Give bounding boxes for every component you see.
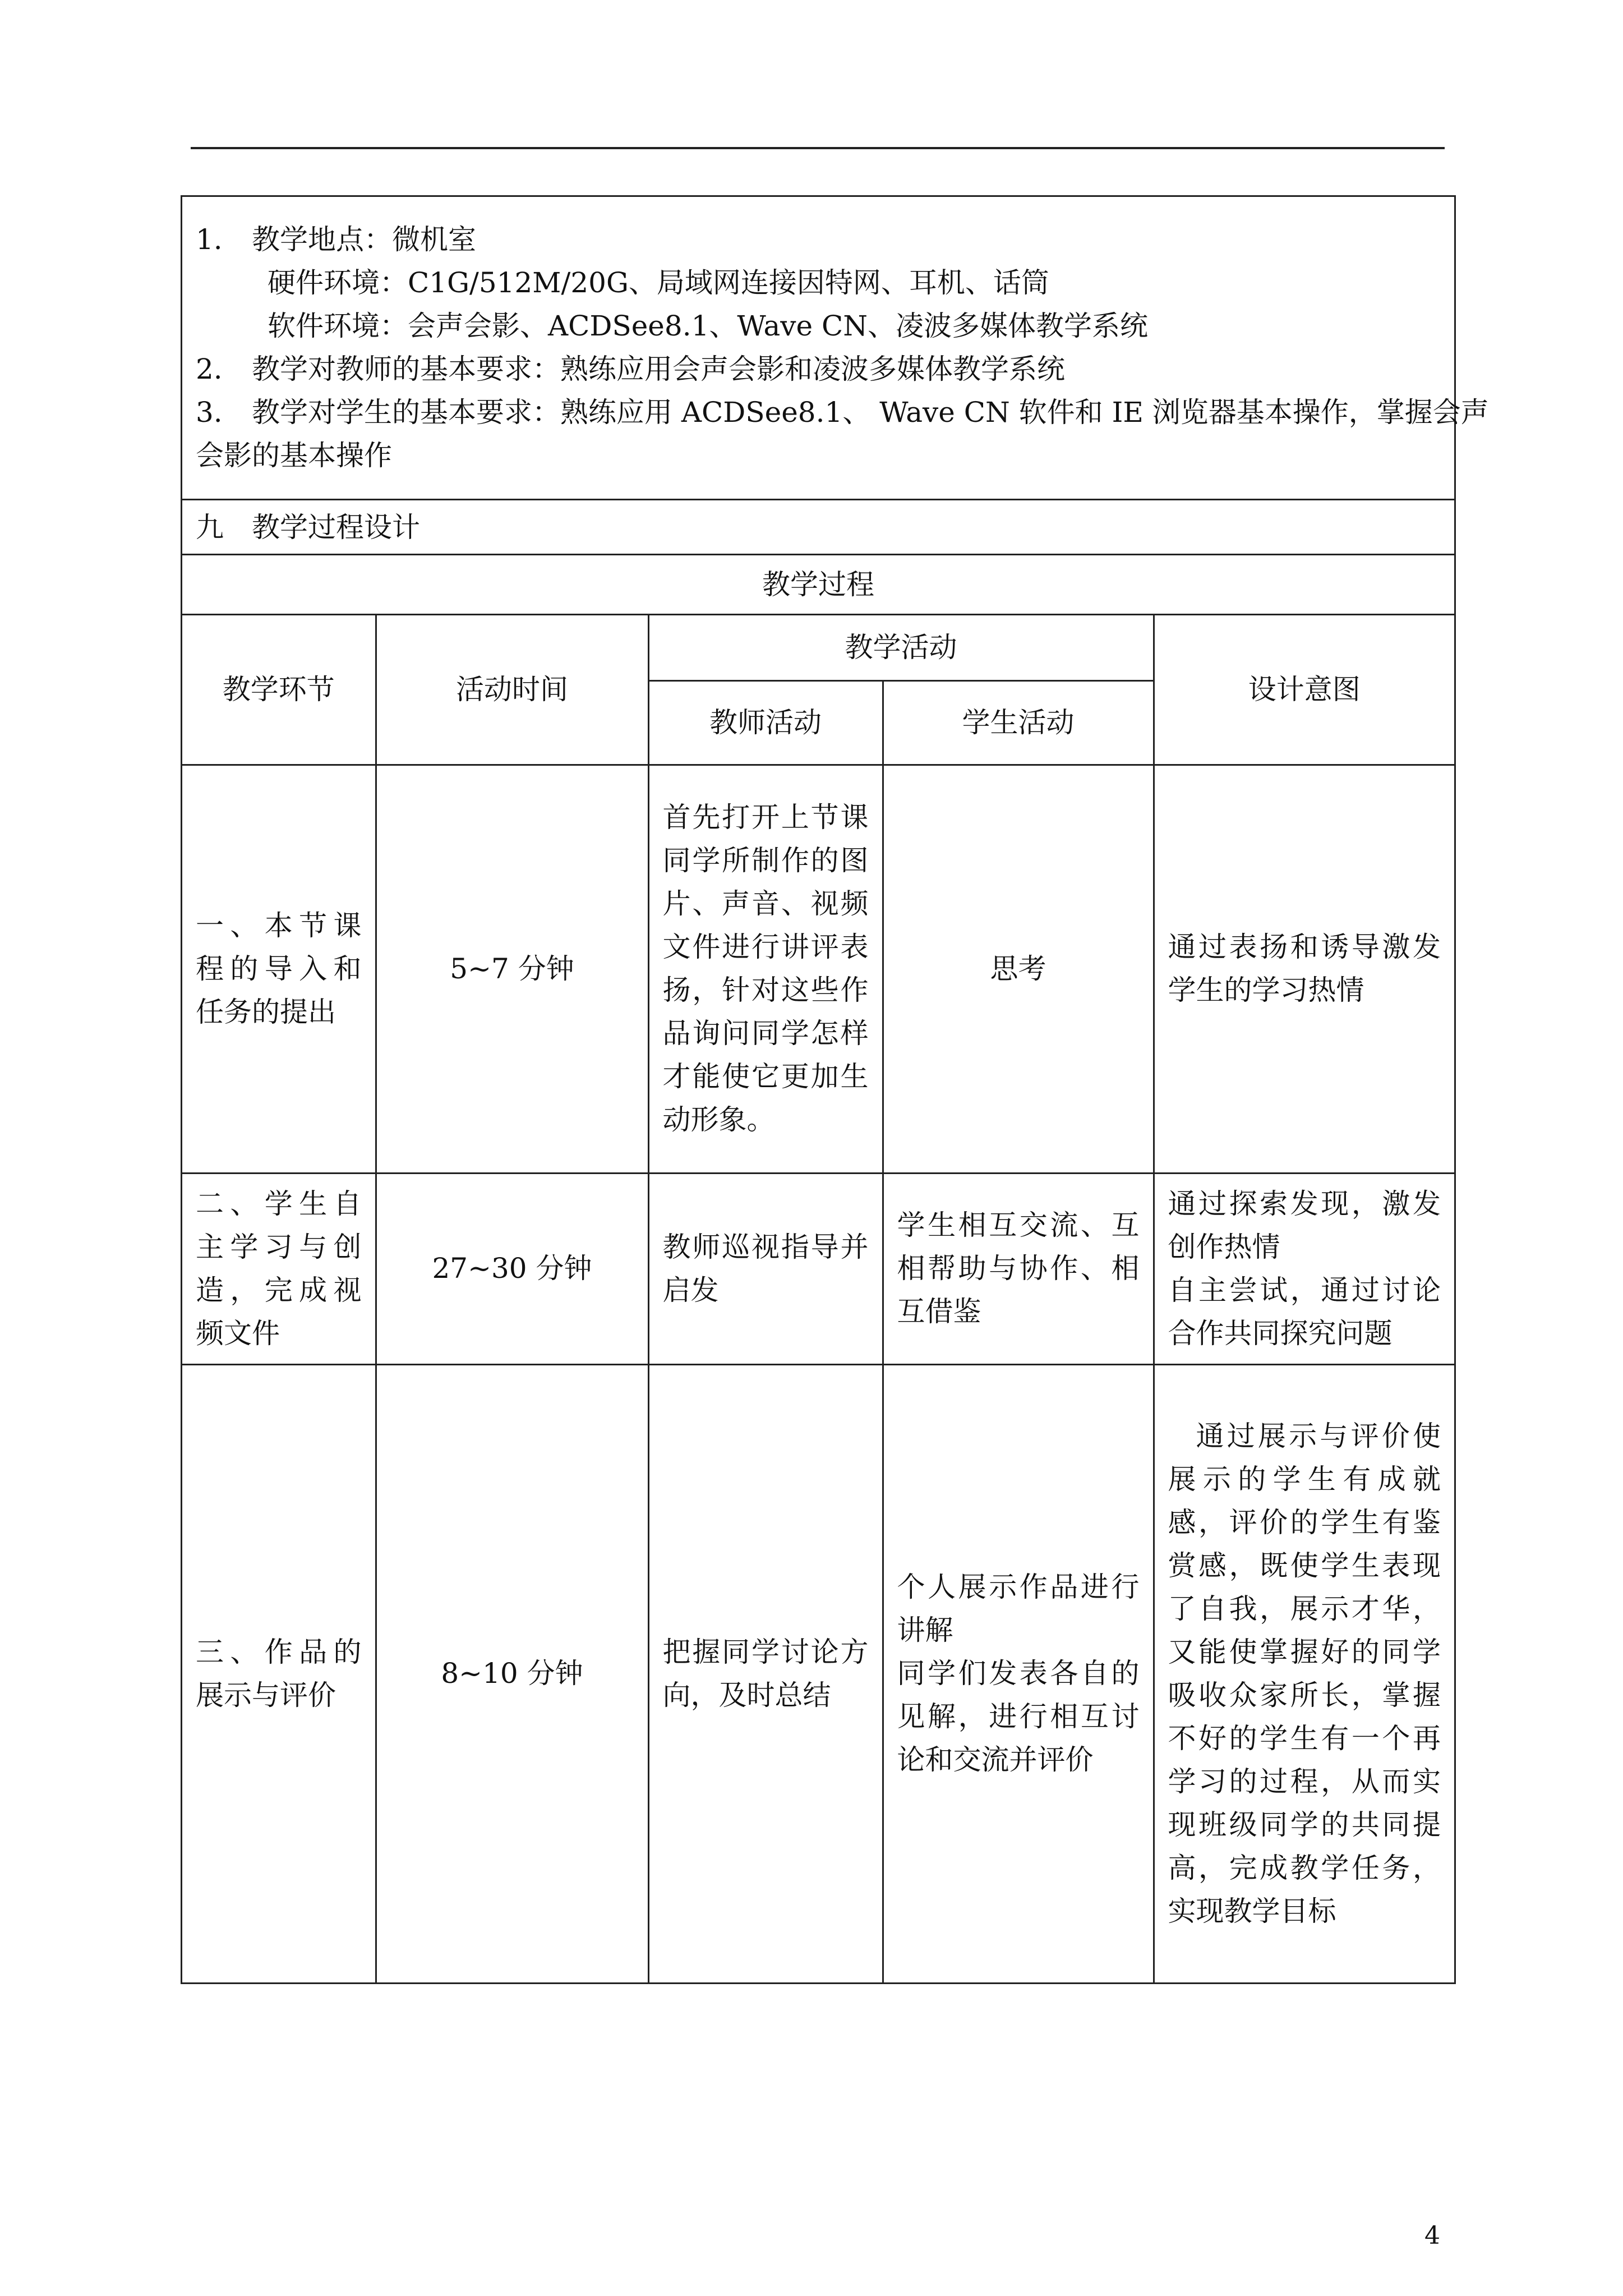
row-intent: 通过探索发现，激发创作热情 自主尝试，通过讨论合作共同探究问题 bbox=[1154, 1173, 1454, 1364]
row-time: 27~30 分钟 bbox=[376, 1173, 648, 1364]
row-stage: 三、作品的展示与评价 bbox=[182, 1364, 376, 1982]
process-title: 教学过程 bbox=[182, 555, 1454, 615]
header-time: 活动时间 bbox=[376, 615, 648, 765]
row-teacher: 把握同学讨论方向，及时总结 bbox=[648, 1364, 883, 1982]
row-time: 8~10 分钟 bbox=[376, 1364, 648, 1982]
process-table bbox=[182, 615, 1454, 1982]
row-teacher: 教师巡视指导并启发 bbox=[648, 1173, 883, 1364]
software-environment: 软件环境：会声会影、ACDSee8.1、Wave CN、凌波多媒体教学系统 bbox=[268, 310, 1148, 342]
row-stage: 二、学生自主学习与创造，完成视频文件 bbox=[182, 1173, 376, 1364]
header-teacher: 教师活动 bbox=[648, 680, 883, 765]
page-number: 4 bbox=[1424, 2221, 1440, 2250]
row-student: 思考 bbox=[883, 765, 1154, 1173]
teaching-location: 教学地点：微机室 bbox=[252, 223, 476, 256]
table-header-row bbox=[182, 615, 1454, 680]
item-number: 2. bbox=[196, 353, 223, 385]
header-stage: 教学环节 bbox=[182, 615, 376, 765]
lesson-plan-box bbox=[181, 195, 1489, 1984]
row-intent: 通过展示与评价使展示的学生有成就感，评价的学生有鉴赏感，既使学生表现了自我，展示才华，又能使掌握好的同学吸收众家所长，掌握不好的学生有一个再学习的过程，从而实现班级同学的共同提高，完成教学任务，实现教学目标 bbox=[1154, 1364, 1454, 1982]
row-student: 个人展示作品进行讲解 同学们发表各自的见解，进行相互讨论和交流并评价 bbox=[883, 1364, 1154, 1982]
item-number: 3. bbox=[196, 396, 223, 429]
row-intent: 通过表扬和诱导激发学生的学习热情 bbox=[1154, 765, 1454, 1173]
student-requirements: 教学对学生的基本要求：熟练应用 ACDSee8.1、 Wave CN 软件和 IE 浏览器基本操作，掌握会声 bbox=[252, 396, 1489, 429]
table-row bbox=[182, 1364, 1454, 1982]
header-rule bbox=[191, 147, 1445, 149]
requirements-section bbox=[182, 197, 1489, 500]
requirement-item-1 bbox=[196, 218, 1441, 261]
row-time: 5~7 分钟 bbox=[376, 765, 648, 1173]
item-number: 1. bbox=[196, 223, 223, 256]
header-student: 学生活动 bbox=[883, 680, 1154, 765]
student-requirements-continued: 会影的基本操作 bbox=[196, 439, 392, 472]
row-teacher: 首先打开上节课同学所制作的图片、声音、视频文件进行讲评表扬，针对这些作品询问同学怎样才能使它更加生动形象。 bbox=[648, 765, 883, 1173]
requirement-item-2 bbox=[196, 348, 1441, 391]
row-student: 学生相互交流、互相帮助与协作、相互借鉴 bbox=[883, 1173, 1154, 1364]
hardware-environment: 硬件环境：C1G/512M/20G、局域网连接因特网、耳机、话筒 bbox=[268, 266, 1049, 299]
header-intent: 设计意图 bbox=[1154, 615, 1454, 765]
row-stage: 一、本节课程的导入和任务的提出 bbox=[182, 765, 376, 1173]
teacher-requirements: 教学对教师的基本要求：熟练应用会声会影和凌波多媒体教学系统 bbox=[252, 353, 1065, 385]
section-heading: 九 教学过程设计 bbox=[182, 500, 1454, 555]
header-activities: 教学活动 bbox=[648, 615, 1154, 680]
table-row bbox=[182, 765, 1454, 1173]
requirement-item-3 bbox=[196, 391, 1489, 434]
table-row bbox=[182, 1173, 1454, 1364]
